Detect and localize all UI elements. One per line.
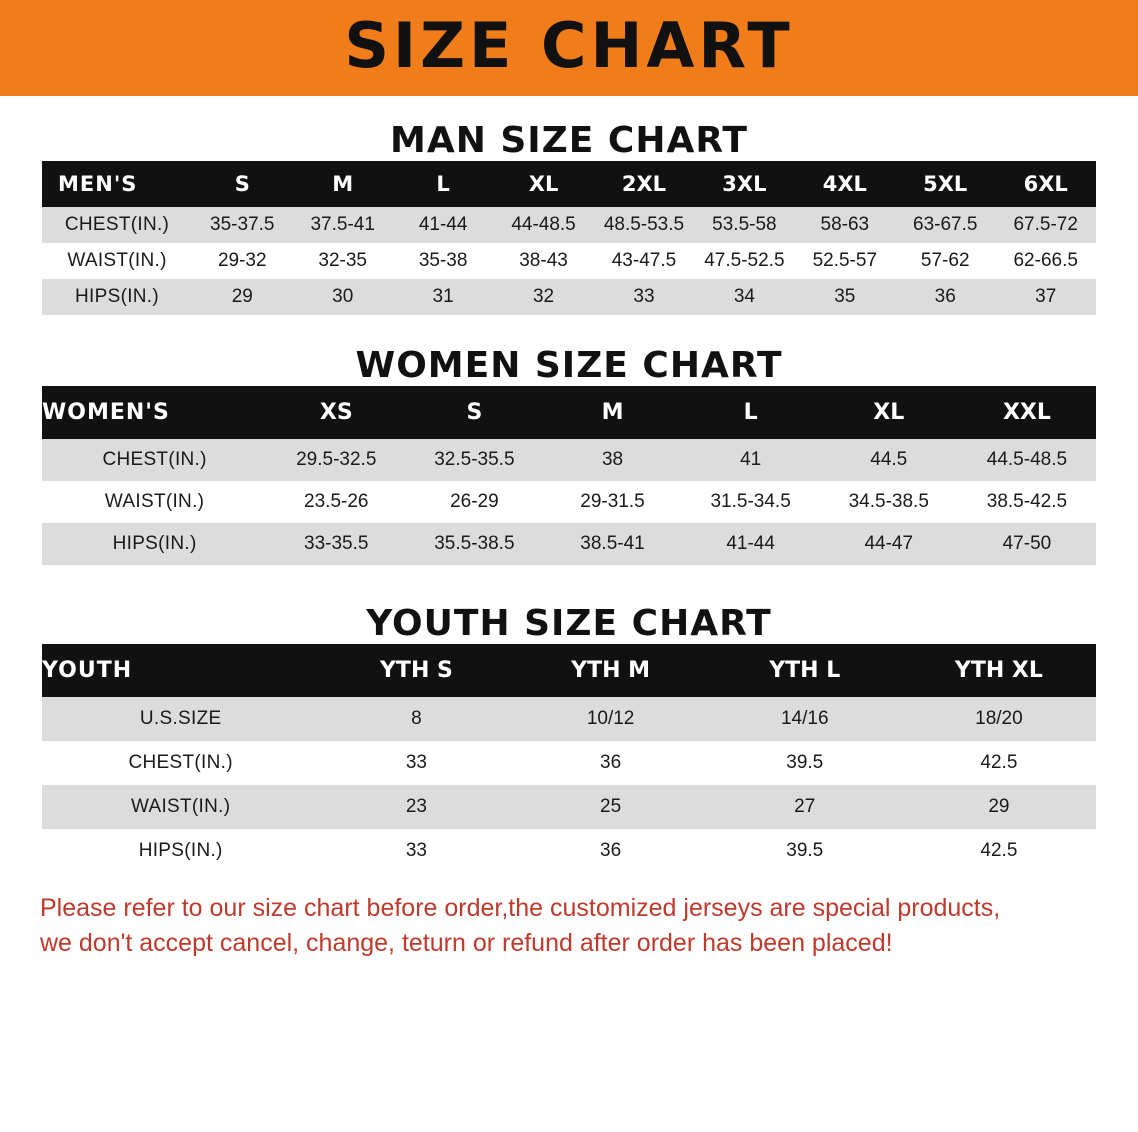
man-section-title: MAN SIZE CHART bbox=[390, 120, 748, 161]
table-cell: 27 bbox=[708, 785, 902, 829]
table-row bbox=[42, 481, 1096, 523]
table-cell: 37.5-41 bbox=[292, 207, 392, 243]
table-cell: 38.5-41 bbox=[543, 523, 681, 565]
table-row bbox=[42, 243, 1096, 279]
table-row bbox=[42, 279, 1096, 315]
table-row bbox=[42, 207, 1096, 243]
table-header-row bbox=[42, 161, 1096, 207]
table-cell: 42.5 bbox=[902, 741, 1096, 785]
table-cell: 33 bbox=[319, 829, 513, 873]
disclaimer-line-2: we don't accept cancel, change, teturn or refund after order has been placed! bbox=[40, 928, 893, 957]
table-cell: 38.5-42.5 bbox=[958, 481, 1096, 523]
row-label: WAIST(IN.) bbox=[42, 785, 319, 829]
table-row bbox=[42, 829, 1096, 873]
table-cell: 58-63 bbox=[795, 207, 895, 243]
table-row bbox=[42, 523, 1096, 565]
header-banner bbox=[0, 0, 1138, 96]
column-header: M bbox=[292, 161, 392, 207]
row-label: U.S.SIZE bbox=[42, 697, 319, 741]
column-header: L bbox=[393, 161, 493, 207]
table-header-row bbox=[42, 644, 1096, 697]
table-cell: 44-47 bbox=[820, 523, 958, 565]
table-header-row bbox=[42, 386, 1096, 439]
column-header: XXL bbox=[958, 386, 1096, 439]
table-cell: 23 bbox=[319, 785, 513, 829]
table-cell: 29-32 bbox=[192, 243, 292, 279]
table-row bbox=[42, 741, 1096, 785]
column-header: YTH M bbox=[514, 644, 708, 697]
table-cell: 25 bbox=[514, 785, 708, 829]
table-cell: 42.5 bbox=[902, 829, 1096, 873]
column-header: S bbox=[192, 161, 292, 207]
women-table-wrapper bbox=[42, 386, 1096, 565]
table-cell: 31.5-34.5 bbox=[682, 481, 820, 523]
page-title: SIZE CHART bbox=[344, 9, 794, 82]
table-cell: 47-50 bbox=[958, 523, 1096, 565]
table-cell: 53.5-58 bbox=[694, 207, 794, 243]
table-cell: 57-62 bbox=[895, 243, 995, 279]
table-cell: 35 bbox=[795, 279, 895, 315]
column-header: YTH XL bbox=[902, 644, 1096, 697]
column-header: YTH S bbox=[319, 644, 513, 697]
table-cell: 31 bbox=[393, 279, 493, 315]
row-label: CHEST(IN.) bbox=[42, 207, 192, 243]
column-header: XS bbox=[267, 386, 405, 439]
table-cell: 29 bbox=[902, 785, 1096, 829]
table-cell: 29 bbox=[192, 279, 292, 315]
table-cell: 41-44 bbox=[393, 207, 493, 243]
row-label: HIPS(IN.) bbox=[42, 523, 267, 565]
table-cell: 39.5 bbox=[708, 829, 902, 873]
table-cell: 35.5-38.5 bbox=[405, 523, 543, 565]
table-cell: 38-43 bbox=[493, 243, 593, 279]
women-size-table bbox=[42, 386, 1096, 565]
column-header: 5XL bbox=[895, 161, 995, 207]
column-header: 2XL bbox=[594, 161, 694, 207]
table-cell: 33 bbox=[594, 279, 694, 315]
youth-table-wrapper bbox=[42, 644, 1096, 873]
column-header: MEN'S bbox=[42, 161, 192, 207]
column-header: 4XL bbox=[795, 161, 895, 207]
table-cell: 32.5-35.5 bbox=[405, 439, 543, 481]
table-cell: 41-44 bbox=[682, 523, 820, 565]
table-cell: 18/20 bbox=[902, 697, 1096, 741]
table-cell: 23.5-26 bbox=[267, 481, 405, 523]
table-cell: 35-38 bbox=[393, 243, 493, 279]
table-cell: 44.5 bbox=[820, 439, 958, 481]
table-cell: 63-67.5 bbox=[895, 207, 995, 243]
table-cell: 8 bbox=[319, 697, 513, 741]
table-cell: 32 bbox=[493, 279, 593, 315]
column-header: YTH L bbox=[708, 644, 902, 697]
column-header: L bbox=[682, 386, 820, 439]
table-cell: 62-66.5 bbox=[995, 243, 1096, 279]
table-cell: 29.5-32.5 bbox=[267, 439, 405, 481]
row-label: HIPS(IN.) bbox=[42, 279, 192, 315]
table-cell: 36 bbox=[514, 829, 708, 873]
table-cell: 14/16 bbox=[708, 697, 902, 741]
disclaimer-note bbox=[40, 891, 1098, 960]
table-cell: 43-47.5 bbox=[594, 243, 694, 279]
table-cell: 29-31.5 bbox=[543, 481, 681, 523]
table-cell: 30 bbox=[292, 279, 392, 315]
table-row bbox=[42, 697, 1096, 741]
table-cell: 10/12 bbox=[514, 697, 708, 741]
table-cell: 67.5-72 bbox=[995, 207, 1096, 243]
youth-size-table bbox=[42, 644, 1096, 873]
column-header: YOUTH bbox=[42, 644, 319, 697]
table-cell: 33 bbox=[319, 741, 513, 785]
column-header: 3XL bbox=[694, 161, 794, 207]
column-header: S bbox=[405, 386, 543, 439]
table-cell: 47.5-52.5 bbox=[694, 243, 794, 279]
table-cell: 34.5-38.5 bbox=[820, 481, 958, 523]
column-header: M bbox=[543, 386, 681, 439]
table-cell: 26-29 bbox=[405, 481, 543, 523]
table-cell: 36 bbox=[895, 279, 995, 315]
women-section-title: WOMEN SIZE CHART bbox=[355, 345, 783, 386]
table-cell: 44.5-48.5 bbox=[958, 439, 1096, 481]
table-cell: 52.5-57 bbox=[795, 243, 895, 279]
table-cell: 39.5 bbox=[708, 741, 902, 785]
youth-section-title: YOUTH SIZE CHART bbox=[366, 603, 772, 644]
table-cell: 48.5-53.5 bbox=[594, 207, 694, 243]
man-size-table bbox=[42, 161, 1096, 315]
row-label: CHEST(IN.) bbox=[42, 439, 267, 481]
column-header: XL bbox=[493, 161, 593, 207]
table-row bbox=[42, 439, 1096, 481]
column-header: WOMEN'S bbox=[42, 386, 267, 439]
row-label: WAIST(IN.) bbox=[42, 243, 192, 279]
row-label: CHEST(IN.) bbox=[42, 741, 319, 785]
table-cell: 34 bbox=[694, 279, 794, 315]
table-cell: 35-37.5 bbox=[192, 207, 292, 243]
table-cell: 33-35.5 bbox=[267, 523, 405, 565]
row-label: HIPS(IN.) bbox=[42, 829, 319, 873]
table-row bbox=[42, 785, 1096, 829]
disclaimer-line-1: Please refer to our size chart before order,the customized jerseys are special products, bbox=[40, 894, 1001, 922]
table-cell: 32-35 bbox=[292, 243, 392, 279]
table-cell: 44-48.5 bbox=[493, 207, 593, 243]
column-header: 6XL bbox=[995, 161, 1096, 207]
row-label: WAIST(IN.) bbox=[42, 481, 267, 523]
table-cell: 41 bbox=[682, 439, 820, 481]
table-cell: 37 bbox=[995, 279, 1096, 315]
column-header: XL bbox=[820, 386, 958, 439]
man-table-wrapper bbox=[42, 161, 1096, 315]
table-cell: 38 bbox=[543, 439, 681, 481]
table-cell: 36 bbox=[514, 741, 708, 785]
